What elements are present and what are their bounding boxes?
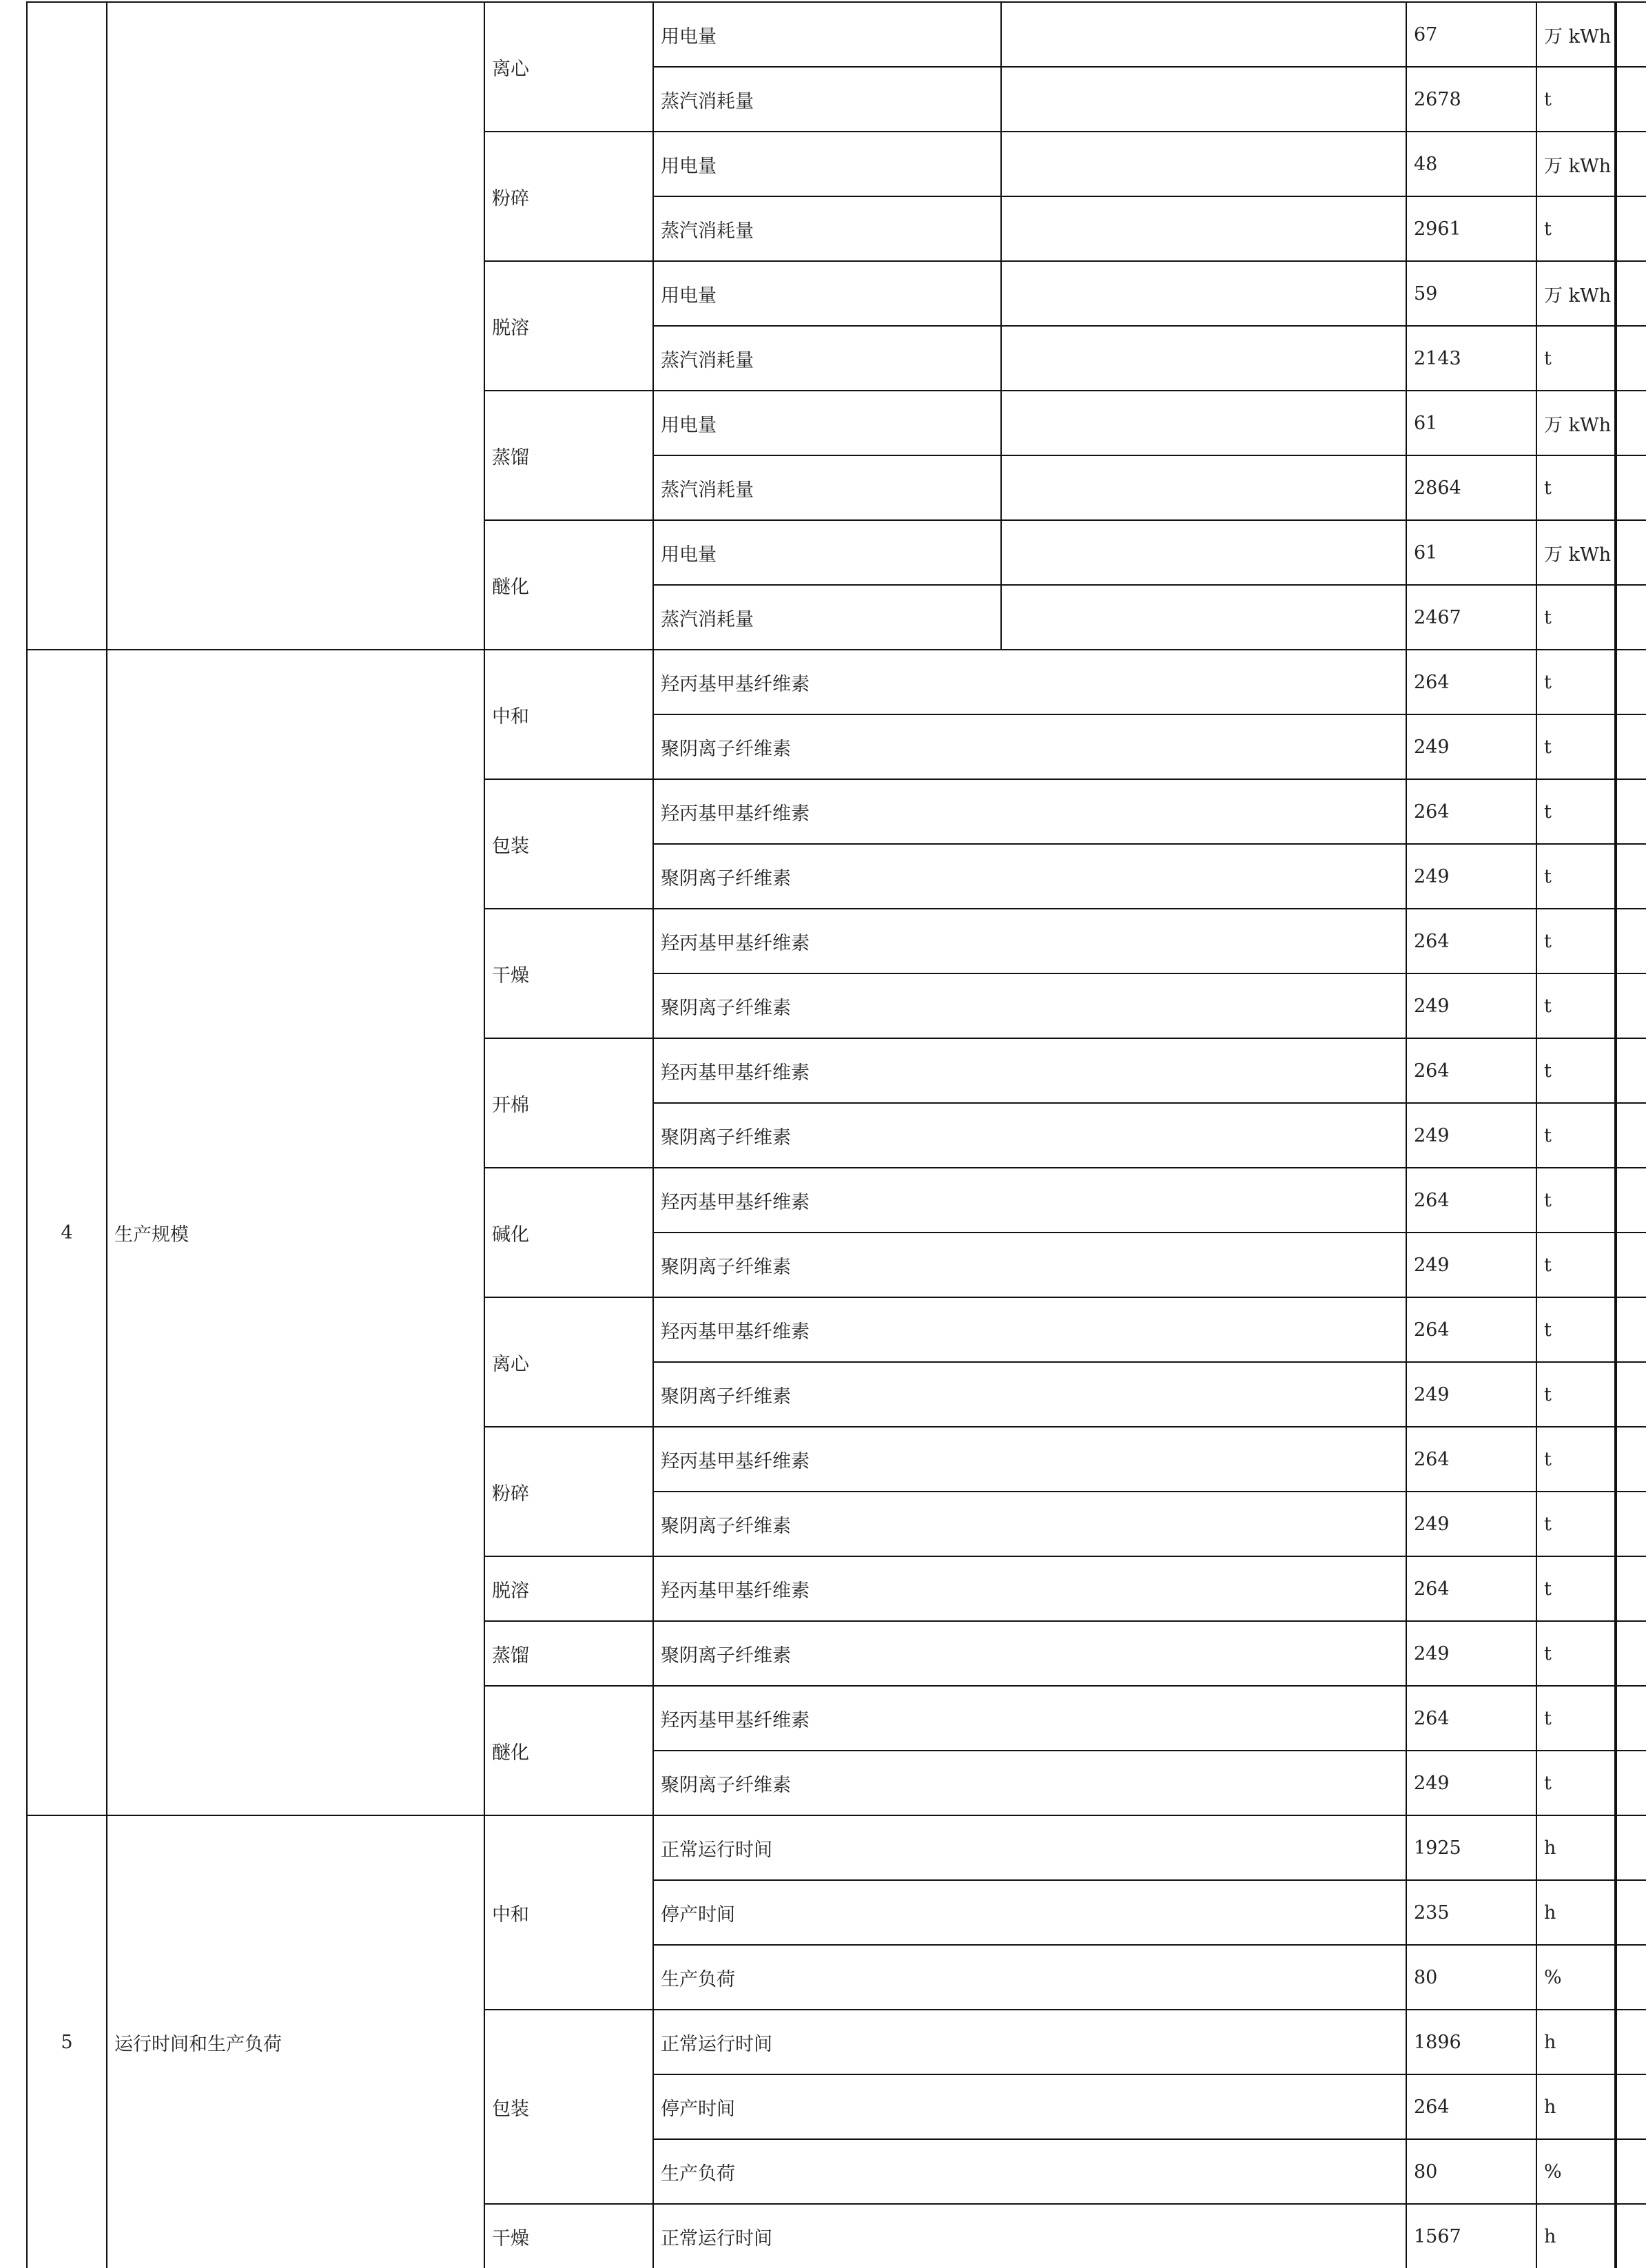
indicator-name: 聚阴离子纤维素 [652, 1232, 1406, 1297]
process-step: 包装 [484, 779, 652, 908]
remark-cell [1616, 2074, 1646, 2138]
indicator-unit: 万 kWh [1536, 519, 1616, 584]
process-step: 碱化 [484, 1167, 652, 1297]
indicator-unit: t [1536, 1297, 1616, 1361]
indicator-value: 249 [1406, 1232, 1536, 1297]
indicator-name: 羟丙基甲基纤维素 [652, 649, 1406, 714]
indicator-unit: t [1536, 1750, 1616, 1815]
indicator-name: 停产时间 [652, 1879, 1406, 1944]
indicator-unit: h [1536, 2203, 1616, 2268]
process-step: 干燥 [484, 2203, 652, 2268]
indicator-value: 1567 [1406, 2203, 1536, 2268]
remark-cell [1616, 1685, 1646, 1750]
process-step: 中和 [484, 1815, 652, 2009]
indicator-name: 羟丙基甲基纤维素 [652, 908, 1406, 973]
remark-cell [1616, 66, 1646, 131]
indicator-unit: h [1536, 1879, 1616, 1944]
section-number: 5 [26, 1815, 106, 2268]
indicator-unit: t [1536, 1167, 1616, 1232]
process-step: 包装 [484, 2009, 652, 2203]
indicator-value: 264 [1406, 779, 1536, 843]
process-step: 开棉 [484, 1038, 652, 1167]
indicator-name: 聚阴离子纤维素 [652, 843, 1406, 908]
indicator-name: 羟丙基甲基纤维素 [652, 1297, 1406, 1361]
indicator-unit: t [1536, 1232, 1616, 1297]
indicator-value: 264 [1406, 1556, 1536, 1620]
blank-cell [1000, 390, 1406, 455]
indicator-value: 264 [1406, 1426, 1536, 1491]
indicator-name: 生产负荷 [652, 1944, 1406, 2009]
indicator-value: 249 [1406, 1620, 1536, 1685]
indicator-value: 1896 [1406, 2009, 1536, 2074]
remark-cell [1616, 843, 1646, 908]
indicator-value: 264 [1406, 1038, 1536, 1102]
indicator-value: 249 [1406, 843, 1536, 908]
indicator-value: 48 [1406, 131, 1536, 196]
indicator-value: 61 [1406, 519, 1536, 584]
remark-cell [1616, 519, 1646, 584]
process-step: 干燥 [484, 908, 652, 1038]
indicator-name: 聚阴离子纤维素 [652, 1620, 1406, 1685]
indicator-value: 2467 [1406, 584, 1536, 649]
process-step: 离心 [484, 1297, 652, 1426]
indicator-name: 羟丙基甲基纤维素 [652, 779, 1406, 843]
indicator-unit: t [1536, 1685, 1616, 1750]
indicator-name: 用电量 [652, 1, 1000, 66]
indicator-value: 67 [1406, 1, 1536, 66]
indicator-name: 正常运行时间 [652, 2009, 1406, 2074]
blank-cell [1000, 66, 1406, 131]
indicator-value: 59 [1406, 260, 1536, 325]
indicator-unit: t [1536, 714, 1616, 779]
process-step: 脱溶 [484, 1556, 652, 1620]
remark-cell [1616, 1232, 1646, 1297]
section-number: 4 [26, 649, 106, 1815]
indicator-name: 聚阴离子纤维素 [652, 973, 1406, 1038]
remark-cell [1616, 1556, 1646, 1620]
remark-cell [1616, 260, 1646, 325]
indicator-name: 用电量 [652, 260, 1000, 325]
indicator-name: 正常运行时间 [652, 1815, 1406, 1879]
remark-cell [1616, 455, 1646, 519]
indicator-name: 蒸汽消耗量 [652, 325, 1000, 390]
section-number [26, 1, 106, 649]
section-label: 运行时间和生产负荷 [106, 1815, 484, 2268]
indicator-unit: 万 kWh [1536, 260, 1616, 325]
remark-cell [1616, 2138, 1646, 2203]
remark-cell [1616, 1167, 1646, 1232]
indicator-unit: h [1536, 2009, 1616, 2074]
remark-cell [1616, 325, 1646, 390]
indicator-value: 249 [1406, 1491, 1536, 1556]
indicator-name: 用电量 [652, 131, 1000, 196]
indicator-name: 正常运行时间 [652, 2203, 1406, 2268]
indicator-unit: t [1536, 843, 1616, 908]
remark-cell [1616, 1750, 1646, 1815]
remark-cell [1616, 649, 1646, 714]
indicator-unit: t [1536, 325, 1616, 390]
indicator-name: 聚阴离子纤维素 [652, 1750, 1406, 1815]
remark-cell [1616, 714, 1646, 779]
indicator-value: 80 [1406, 2138, 1536, 2203]
remark-cell [1616, 1, 1646, 66]
remark-cell [1616, 1620, 1646, 1685]
indicator-unit: t [1536, 779, 1616, 843]
indicator-unit: h [1536, 2074, 1616, 2138]
remark-cell [1616, 1426, 1646, 1491]
indicator-name: 蒸汽消耗量 [652, 66, 1000, 131]
remark-cell [1616, 1944, 1646, 2009]
blank-cell [1000, 196, 1406, 260]
indicator-name: 聚阴离子纤维素 [652, 1491, 1406, 1556]
blank-cell [1000, 1, 1406, 66]
indicator-name: 停产时间 [652, 2074, 1406, 2138]
blank-cell [1000, 584, 1406, 649]
remark-cell [1616, 390, 1646, 455]
indicator-unit: t [1536, 1491, 1616, 1556]
table-right-border [1614, 1, 1616, 2268]
indicator-unit: t [1536, 1361, 1616, 1426]
indicator-unit: t [1536, 584, 1616, 649]
indicator-value: 264 [1406, 2074, 1536, 2138]
process-step: 粉碎 [484, 1426, 652, 1556]
indicator-unit: h [1536, 1815, 1616, 1879]
indicator-name: 生产负荷 [652, 2138, 1406, 2203]
indicator-value: 264 [1406, 1297, 1536, 1361]
indicator-value: 2143 [1406, 325, 1536, 390]
blank-cell [1000, 131, 1406, 196]
indicator-unit: t [1536, 1556, 1616, 1620]
indicator-unit: 万 kWh [1536, 390, 1616, 455]
indicator-name: 蒸汽消耗量 [652, 584, 1000, 649]
process-step: 中和 [484, 649, 652, 779]
indicator-value: 235 [1406, 1879, 1536, 1944]
remark-cell [1616, 196, 1646, 260]
indicator-unit: % [1536, 1944, 1616, 2009]
remark-cell [1616, 1815, 1646, 1879]
remark-cell [1616, 2203, 1646, 2268]
indicator-name: 羟丙基甲基纤维素 [652, 1038, 1406, 1102]
indicator-value: 249 [1406, 714, 1536, 779]
remark-cell [1616, 1361, 1646, 1426]
process-step: 蒸馏 [484, 1620, 652, 1685]
indicator-name: 蒸汽消耗量 [652, 196, 1000, 260]
indicator-unit: t [1536, 455, 1616, 519]
indicator-unit: t [1536, 908, 1616, 973]
indicator-value: 1925 [1406, 1815, 1536, 1879]
indicator-name: 羟丙基甲基纤维素 [652, 1426, 1406, 1491]
indicator-name: 羟丙基甲基纤维素 [652, 1167, 1406, 1232]
blank-cell [1000, 455, 1406, 519]
indicator-value: 249 [1406, 1750, 1536, 1815]
indicator-name: 羟丙基甲基纤维素 [652, 1556, 1406, 1620]
remark-cell [1616, 1491, 1646, 1556]
process-step: 醚化 [484, 519, 652, 649]
section-label [106, 1, 484, 649]
indicator-name: 聚阴离子纤维素 [652, 1361, 1406, 1426]
indicator-name: 蒸汽消耗量 [652, 455, 1000, 519]
indicator-value: 2961 [1406, 196, 1536, 260]
indicator-value: 61 [1406, 390, 1536, 455]
blank-cell [1000, 260, 1406, 325]
indicator-unit: t [1536, 973, 1616, 1038]
indicator-unit: t [1536, 196, 1616, 260]
indicator-unit: 万 kWh [1536, 131, 1616, 196]
indicator-value: 264 [1406, 908, 1536, 973]
remark-cell [1616, 2009, 1646, 2074]
remark-cell [1616, 584, 1646, 649]
remark-cell [1616, 779, 1646, 843]
process-step: 醚化 [484, 1685, 652, 1815]
indicator-value: 249 [1406, 973, 1536, 1038]
indicator-name: 用电量 [652, 519, 1000, 584]
remark-cell [1616, 1038, 1646, 1102]
remark-cell [1616, 1102, 1646, 1167]
indicator-name: 聚阴离子纤维素 [652, 714, 1406, 779]
indicator-name: 聚阴离子纤维素 [652, 1102, 1406, 1167]
indicator-unit: t [1536, 66, 1616, 131]
indicator-unit: t [1536, 1426, 1616, 1491]
indicator-value: 264 [1406, 649, 1536, 714]
indicator-unit: % [1536, 2138, 1616, 2203]
indicator-value: 80 [1406, 1944, 1536, 2009]
section-label: 生产规模 [106, 649, 484, 1815]
remark-cell [1616, 131, 1646, 196]
remark-cell [1616, 973, 1646, 1038]
indicator-value: 2678 [1406, 66, 1536, 131]
remark-cell [1616, 1879, 1646, 1944]
indicator-name: 用电量 [652, 390, 1000, 455]
indicator-unit: t [1536, 649, 1616, 714]
indicator-unit: 万 kWh [1536, 1, 1616, 66]
indicator-value: 264 [1406, 1685, 1536, 1750]
indicator-value: 264 [1406, 1167, 1536, 1232]
indicator-value: 249 [1406, 1361, 1536, 1426]
process-step: 蒸馏 [484, 390, 652, 519]
indicator-value: 2864 [1406, 455, 1536, 519]
indicator-unit: t [1536, 1102, 1616, 1167]
process-step: 粉碎 [484, 131, 652, 260]
remark-cell [1616, 1297, 1646, 1361]
blank-cell [1000, 519, 1406, 584]
process-step: 脱溶 [484, 260, 652, 390]
indicator-unit: t [1536, 1038, 1616, 1102]
remark-cell [1616, 908, 1646, 973]
indicator-value: 249 [1406, 1102, 1536, 1167]
indicator-name: 羟丙基甲基纤维素 [652, 1685, 1406, 1750]
blank-cell [1000, 325, 1406, 390]
indicator-unit: t [1536, 1620, 1616, 1685]
process-step: 离心 [484, 1, 652, 131]
